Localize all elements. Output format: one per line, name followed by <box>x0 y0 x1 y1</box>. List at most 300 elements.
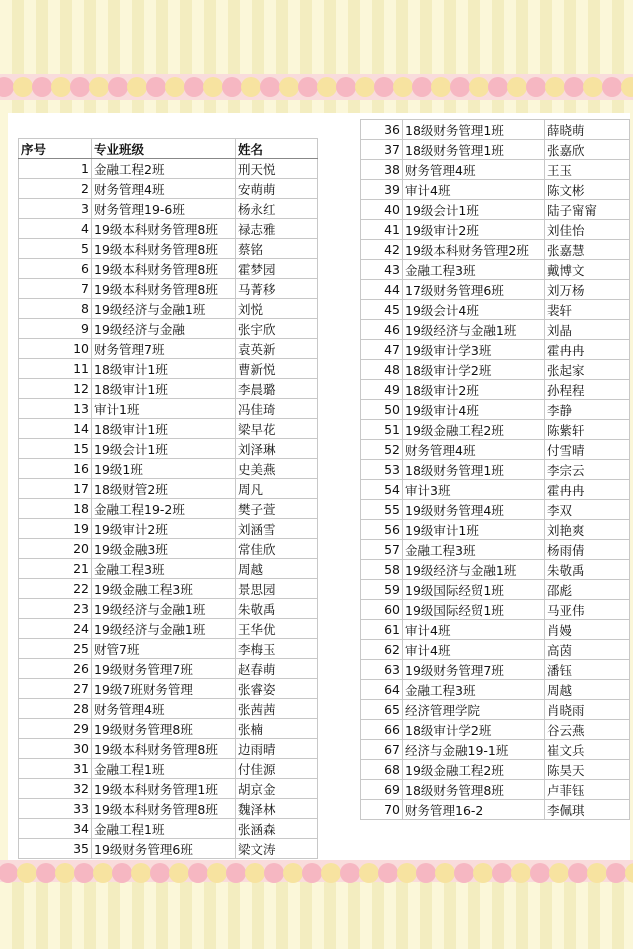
row-student-name: 王华优 <box>236 619 318 639</box>
row-student-name: 杨雨倩 <box>545 540 630 560</box>
row-student-name: 张睿姿 <box>236 679 318 699</box>
row-number: 13 <box>19 399 92 419</box>
row-number: 51 <box>361 420 403 440</box>
row-class: 19级本科财务管理8班 <box>92 799 236 819</box>
row-student-name: 蔡铭 <box>236 239 318 259</box>
row-number: 3 <box>19 199 92 219</box>
dot-row <box>0 74 633 100</box>
row-class: 财务管理4班 <box>92 699 236 719</box>
row-class: 18级审计1班 <box>92 359 236 379</box>
row-student-name: 常佳欣 <box>236 539 318 559</box>
row-class: 19级国际经贸1班 <box>403 580 545 600</box>
decorative-dot <box>74 863 94 883</box>
row-student-name: 霍冉冉 <box>545 340 630 360</box>
row-class: 19级经济与金融1班 <box>92 599 236 619</box>
row-student-name: 张楠 <box>236 719 318 739</box>
row-number: 25 <box>19 639 92 659</box>
row-number: 39 <box>361 180 403 200</box>
row-class: 审计3班 <box>403 480 545 500</box>
row-student-name: 史美燕 <box>236 459 318 479</box>
table-row <box>361 280 630 300</box>
row-student-name: 霍冉冉 <box>545 480 630 500</box>
row-number: 52 <box>361 440 403 460</box>
row-number: 53 <box>361 460 403 480</box>
row-class: 17级财务管理6班 <box>403 280 545 300</box>
row-student-name: 张茜茜 <box>236 699 318 719</box>
row-student-name: 李晨璐 <box>236 379 318 399</box>
row-class: 19级本科财务管理8班 <box>92 259 236 279</box>
row-number: 42 <box>361 240 403 260</box>
row-student-name: 刘涵雪 <box>236 519 318 539</box>
row-class: 财管7班 <box>92 639 236 659</box>
row-number: 4 <box>19 219 92 239</box>
row-class: 18级审计学2班 <box>403 360 545 380</box>
row-number: 20 <box>19 539 92 559</box>
row-student-name: 周越 <box>236 559 318 579</box>
table-row <box>19 519 318 539</box>
decorative-dot <box>507 77 527 97</box>
decorative-dot <box>454 863 474 883</box>
decorative-dot <box>435 863 455 883</box>
row-student-name: 张嘉欣 <box>545 140 630 160</box>
row-class: 18级财务管理8班 <box>403 780 545 800</box>
decorative-dot <box>260 77 280 97</box>
row-class: 19级经济与金融1班 <box>403 320 545 340</box>
table-row <box>361 400 630 420</box>
row-class: 金融工程3班 <box>92 559 236 579</box>
row-student-name: 崔文兵 <box>545 740 630 760</box>
row-class: 金融工程3班 <box>403 260 545 280</box>
header-row <box>19 139 318 159</box>
decorative-dot <box>473 863 493 883</box>
decorative-dot <box>184 77 204 97</box>
decorative-dot <box>526 77 546 97</box>
table-row <box>361 560 630 580</box>
decorative-dot <box>17 863 37 883</box>
row-number: 1 <box>19 159 92 179</box>
row-student-name: 张涵森 <box>236 819 318 839</box>
row-class: 19级经济与金融1班 <box>92 299 236 319</box>
row-number: 16 <box>19 459 92 479</box>
row-class: 19级金融3班 <box>92 539 236 559</box>
table-row <box>361 600 630 620</box>
row-student-name: 李宗云 <box>545 460 630 480</box>
row-class: 19级金融工程2班 <box>403 420 545 440</box>
row-class: 19级会计1班 <box>403 200 545 220</box>
row-student-name: 戴博文 <box>545 260 630 280</box>
table-row <box>361 740 630 760</box>
dot-row <box>0 860 633 886</box>
decorative-dot-band-bottom <box>0 860 633 882</box>
decorative-dot <box>602 77 622 97</box>
decorative-dot <box>378 863 398 883</box>
row-number: 50 <box>361 400 403 420</box>
row-student-name: 高茵 <box>545 640 630 660</box>
table-row <box>19 299 318 319</box>
decorative-dot <box>112 863 132 883</box>
row-number: 10 <box>19 339 92 359</box>
row-student-name: 边雨晴 <box>236 739 318 759</box>
row-student-name: 禄志雅 <box>236 219 318 239</box>
row-class: 审计4班 <box>403 640 545 660</box>
decorative-dot <box>150 863 170 883</box>
row-class: 审计4班 <box>403 180 545 200</box>
row-number: 47 <box>361 340 403 360</box>
table-row <box>361 220 630 240</box>
row-number: 17 <box>19 479 92 499</box>
table-row <box>19 239 318 259</box>
decorative-dot <box>450 77 470 97</box>
row-class: 19级本科财务管理1班 <box>92 779 236 799</box>
row-class: 财务管理4班 <box>92 179 236 199</box>
table-row <box>361 480 630 500</box>
row-number: 56 <box>361 520 403 540</box>
row-number: 44 <box>361 280 403 300</box>
decorative-dot <box>412 77 432 97</box>
decorative-dot <box>127 77 147 97</box>
decorative-dot <box>625 863 633 883</box>
decorative-dot <box>530 863 550 883</box>
row-class: 19级金融工程2班 <box>403 760 545 780</box>
row-student-name: 邵彪 <box>545 580 630 600</box>
row-class: 19级会计1班 <box>92 439 236 459</box>
row-student-name: 马亚伟 <box>545 600 630 620</box>
table-row <box>361 620 630 640</box>
row-number: 40 <box>361 200 403 220</box>
row-student-name: 肖晓雨 <box>545 700 630 720</box>
table-row <box>19 799 318 819</box>
row-class: 19级本科财务管理2班 <box>403 240 545 260</box>
row-class: 19级金融工程3班 <box>92 579 236 599</box>
table-row <box>361 120 630 140</box>
decorative-dot <box>283 863 303 883</box>
table-row <box>361 180 630 200</box>
row-class: 19级审计学3班 <box>403 340 545 360</box>
table-row <box>19 339 318 359</box>
decorative-dot <box>226 863 246 883</box>
row-student-name: 刘万杨 <box>545 280 630 300</box>
row-student-name: 薛晓萌 <box>545 120 630 140</box>
header-class: 专业班级 <box>92 139 236 159</box>
decorative-dot <box>70 77 90 97</box>
table-row <box>361 460 630 480</box>
table-row <box>361 700 630 720</box>
table-row <box>361 340 630 360</box>
row-number: 21 <box>19 559 92 579</box>
decorative-dot <box>564 77 584 97</box>
table-row <box>19 479 318 499</box>
row-number: 55 <box>361 500 403 520</box>
row-number: 8 <box>19 299 92 319</box>
row-class: 金融工程3班 <box>403 540 545 560</box>
row-student-name: 付佳源 <box>236 759 318 779</box>
row-class: 19级审计1班 <box>403 520 545 540</box>
decorative-dot <box>302 863 322 883</box>
table-row <box>19 719 318 739</box>
row-number: 36 <box>361 120 403 140</box>
row-student-name: 梁早花 <box>236 419 318 439</box>
row-student-name: 赵春萌 <box>236 659 318 679</box>
decorative-dot <box>340 863 360 883</box>
row-class: 19级财务管理6班 <box>92 839 236 859</box>
row-student-name: 杨永红 <box>236 199 318 219</box>
decorative-dot <box>188 863 208 883</box>
row-number: 9 <box>19 319 92 339</box>
decorative-dot <box>568 863 588 883</box>
table-row <box>19 679 318 699</box>
table-row <box>361 500 630 520</box>
row-student-name: 周凡 <box>236 479 318 499</box>
row-number: 2 <box>19 179 92 199</box>
table-row <box>19 499 318 519</box>
decorative-dot <box>207 863 227 883</box>
table-row <box>19 699 318 719</box>
table-row <box>19 819 318 839</box>
decorative-dot <box>131 863 151 883</box>
row-class: 19级会计4班 <box>403 300 545 320</box>
decorative-dot <box>397 863 417 883</box>
row-student-name: 陈文彬 <box>545 180 630 200</box>
decorative-dot <box>32 77 52 97</box>
row-number: 70 <box>361 800 403 820</box>
row-student-name: 袁英新 <box>236 339 318 359</box>
table-row <box>361 760 630 780</box>
row-student-name: 李梅玉 <box>236 639 318 659</box>
decorative-dot <box>469 77 489 97</box>
table-row <box>361 380 630 400</box>
decorative-dot <box>583 77 603 97</box>
table-row <box>19 159 318 179</box>
row-number: 31 <box>19 759 92 779</box>
decorative-dot <box>165 77 185 97</box>
header-name: 姓名 <box>236 139 318 159</box>
row-number: 32 <box>19 779 92 799</box>
row-student-name: 孙程程 <box>545 380 630 400</box>
row-number: 67 <box>361 740 403 760</box>
table-row <box>361 420 630 440</box>
table-row <box>361 520 630 540</box>
row-class: 19级本科财务管理8班 <box>92 279 236 299</box>
table-row <box>19 359 318 379</box>
row-number: 48 <box>361 360 403 380</box>
row-class: 18级财务管理1班 <box>403 140 545 160</box>
row-number: 41 <box>361 220 403 240</box>
row-student-name: 付雪晴 <box>545 440 630 460</box>
row-class: 金融工程19-2班 <box>92 499 236 519</box>
decorative-dot <box>55 863 75 883</box>
row-student-name: 马菁移 <box>236 279 318 299</box>
decorative-dot <box>355 77 375 97</box>
decorative-dot <box>89 77 109 97</box>
table-row <box>19 579 318 599</box>
decorative-dot <box>146 77 166 97</box>
row-student-name: 刘艳爽 <box>545 520 630 540</box>
row-number: 68 <box>361 760 403 780</box>
table-row <box>19 779 318 799</box>
decorative-dot <box>51 77 71 97</box>
row-class: 19级本科财务管理8班 <box>92 739 236 759</box>
decorative-dot <box>606 863 626 883</box>
row-student-name: 樊子萱 <box>236 499 318 519</box>
row-class: 财务管理19-6班 <box>92 199 236 219</box>
row-student-name: 曹新悦 <box>236 359 318 379</box>
row-class: 19级经济与金融1班 <box>92 619 236 639</box>
table-row <box>19 739 318 759</box>
table-row <box>19 179 318 199</box>
row-student-name: 梁文涛 <box>236 839 318 859</box>
row-number: 43 <box>361 260 403 280</box>
table-row <box>361 580 630 600</box>
row-class: 财务管理7班 <box>92 339 236 359</box>
decorative-dot <box>0 863 18 883</box>
row-class: 19级7班财务管理 <box>92 679 236 699</box>
decorative-dot <box>36 863 56 883</box>
row-number: 28 <box>19 699 92 719</box>
table-row <box>361 800 630 820</box>
table-row <box>19 399 318 419</box>
table-row <box>19 659 318 679</box>
decorative-dot <box>492 863 512 883</box>
row-student-name: 刘佳怡 <box>545 220 630 240</box>
row-number: 35 <box>19 839 92 859</box>
table-row <box>19 419 318 439</box>
decorative-dot <box>511 863 531 883</box>
table-row <box>361 360 630 380</box>
row-number: 29 <box>19 719 92 739</box>
decorative-dot <box>587 863 607 883</box>
row-student-name: 周越 <box>545 680 630 700</box>
row-student-name: 陈昊天 <box>545 760 630 780</box>
row-number: 19 <box>19 519 92 539</box>
decorative-dot <box>431 77 451 97</box>
table-row <box>361 640 630 660</box>
row-class: 18级审计2班 <box>403 380 545 400</box>
table-row <box>19 379 318 399</box>
row-class: 18级审计学2班 <box>403 720 545 740</box>
row-class: 金融工程1班 <box>92 759 236 779</box>
row-class: 金融工程3班 <box>403 680 545 700</box>
row-class: 19级财务管理4班 <box>403 500 545 520</box>
row-number: 26 <box>19 659 92 679</box>
row-student-name: 裴轩 <box>545 300 630 320</box>
row-student-name: 霍梦园 <box>236 259 318 279</box>
decorative-dot <box>321 863 341 883</box>
row-number: 34 <box>19 819 92 839</box>
row-number: 62 <box>361 640 403 660</box>
decorative-dot <box>317 77 337 97</box>
table-row <box>19 219 318 239</box>
table-row <box>361 720 630 740</box>
row-class: 19级1班 <box>92 459 236 479</box>
table-row <box>19 259 318 279</box>
row-student-name: 陈紫轩 <box>545 420 630 440</box>
row-student-name: 魏泽林 <box>236 799 318 819</box>
row-class: 19级本科财务管理8班 <box>92 219 236 239</box>
row-number: 69 <box>361 780 403 800</box>
decorative-dot <box>545 77 565 97</box>
row-student-name: 安萌萌 <box>236 179 318 199</box>
table-row <box>361 300 630 320</box>
table-row <box>361 160 630 180</box>
row-number: 54 <box>361 480 403 500</box>
row-number: 58 <box>361 560 403 580</box>
row-number: 65 <box>361 700 403 720</box>
row-student-name: 刘悦 <box>236 299 318 319</box>
table-row <box>361 320 630 340</box>
decorative-dot <box>264 863 284 883</box>
decorative-dot <box>549 863 569 883</box>
row-class: 19级本科财务管理8班 <box>92 239 236 259</box>
row-class: 18级财务管理1班 <box>403 120 545 140</box>
row-class: 19级审计2班 <box>403 220 545 240</box>
row-class: 金融工程1班 <box>92 819 236 839</box>
row-class: 18级财管2班 <box>92 479 236 499</box>
table-row <box>361 240 630 260</box>
decorative-dot <box>169 863 189 883</box>
table-row <box>19 439 318 459</box>
row-student-name: 陆子甯甯 <box>545 200 630 220</box>
decorative-dot <box>93 863 113 883</box>
row-number: 37 <box>361 140 403 160</box>
table-row <box>19 599 318 619</box>
row-student-name: 冯佳琦 <box>236 399 318 419</box>
decorative-dot <box>222 77 242 97</box>
table-row <box>19 639 318 659</box>
table-row <box>19 459 318 479</box>
row-number: 60 <box>361 600 403 620</box>
row-number: 46 <box>361 320 403 340</box>
row-student-name: 景思园 <box>236 579 318 599</box>
row-class: 财务管理4班 <box>403 440 545 460</box>
row-student-name: 李双 <box>545 500 630 520</box>
row-number: 57 <box>361 540 403 560</box>
row-number: 61 <box>361 620 403 640</box>
decorative-dot <box>0 77 14 97</box>
row-class: 审计4班 <box>403 620 545 640</box>
row-class: 18级财务管理1班 <box>403 460 545 480</box>
row-class: 18级审计1班 <box>92 379 236 399</box>
table-row <box>19 759 318 779</box>
decorative-dot <box>359 863 379 883</box>
row-student-name: 肖嫚 <box>545 620 630 640</box>
decorative-dot <box>108 77 128 97</box>
decorative-dot <box>298 77 318 97</box>
row-class: 经济管理学院 <box>403 700 545 720</box>
row-number: 12 <box>19 379 92 399</box>
row-student-name: 刘泽琳 <box>236 439 318 459</box>
row-student-name: 李静 <box>545 400 630 420</box>
table-row <box>19 279 318 299</box>
row-student-name: 王玉 <box>545 160 630 180</box>
decorative-dot <box>621 77 633 97</box>
row-number: 63 <box>361 660 403 680</box>
row-student-name: 朱敬禹 <box>236 599 318 619</box>
table-row <box>19 559 318 579</box>
row-number: 18 <box>19 499 92 519</box>
table-row <box>361 440 630 460</box>
row-number: 49 <box>361 380 403 400</box>
row-class: 金融工程2班 <box>92 159 236 179</box>
table-row <box>361 200 630 220</box>
row-number: 15 <box>19 439 92 459</box>
decorative-dot <box>488 77 508 97</box>
row-student-name: 张宇欣 <box>236 319 318 339</box>
row-class: 财务管理4班 <box>403 160 545 180</box>
row-class: 财务管理16-2 <box>403 800 545 820</box>
table-row <box>19 319 318 339</box>
decorative-dot <box>393 77 413 97</box>
row-class: 19级经济与金融 <box>92 319 236 339</box>
